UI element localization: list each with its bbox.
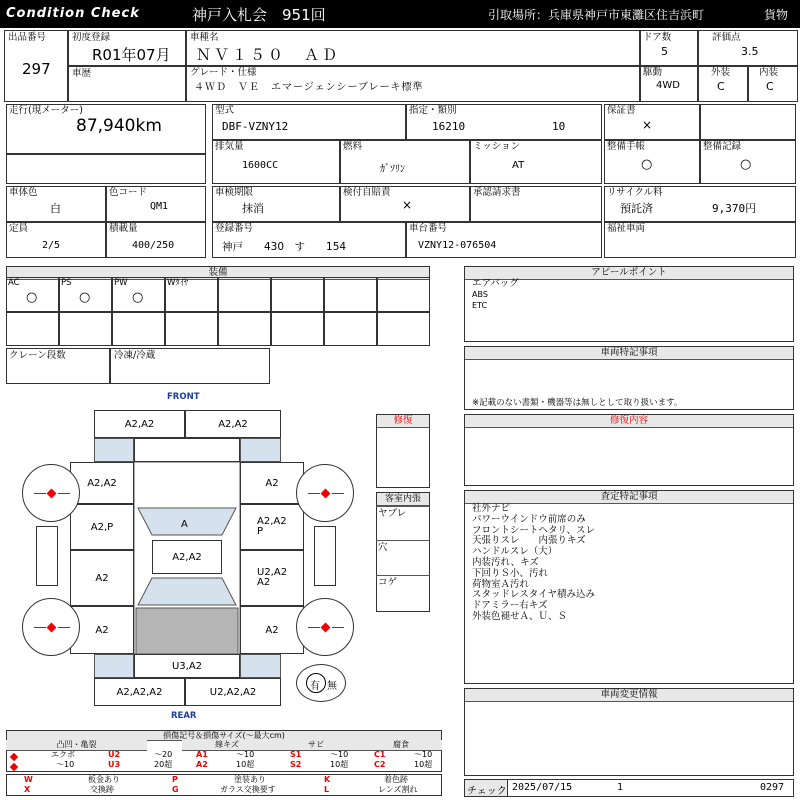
designation-value: 16210 <box>432 120 466 133</box>
liability-value: × <box>402 198 413 212</box>
front-bumper-left: A2,A2 <box>94 410 185 438</box>
service-record-value: ○ <box>740 157 752 172</box>
service-book-value: ○ <box>641 157 653 172</box>
legend-title: 損傷記号＆損傷サイズ(〜最大cm) <box>7 731 441 741</box>
crane-label: クレーン段数 <box>9 350 66 361</box>
appeal-line: ABS <box>472 289 488 299</box>
note-line: ドアミラー右キズ <box>472 600 548 612</box>
mission-value: AT <box>512 160 525 171</box>
right-rear-door: U2,A2 A2 <box>240 550 304 606</box>
legend-size: 10超 <box>414 760 433 769</box>
repair-content-title: 修復内容 <box>465 415 793 428</box>
front-bumper-right: A2,A2 <box>185 410 281 438</box>
code-text: 交換跡 <box>90 785 114 794</box>
legend-code: A2 <box>196 760 208 769</box>
smoking-yes: 有 <box>310 681 320 692</box>
left-quarter: A2 <box>70 606 134 654</box>
welfare-label: 福祉車両 <box>607 223 646 234</box>
right-fender: A2 <box>240 462 304 504</box>
equip-ps-label: PS <box>61 278 72 288</box>
left-mirror <box>36 526 58 586</box>
check-count: 1 <box>617 782 624 793</box>
cabin-item: 穴 <box>378 542 388 553</box>
legend-group: 腐食 <box>360 740 442 751</box>
first-reg-value: R01年07月 <box>92 46 171 64</box>
recycle-amount: 9,370円 <box>712 202 757 215</box>
right-quarter: A2 <box>240 606 304 654</box>
car-name-label: 車種名 <box>190 32 219 43</box>
legend-size: 〜20 <box>154 750 173 759</box>
note-line: パワーウインドウ前席のみ <box>472 513 586 525</box>
code-letter: L <box>324 785 330 794</box>
code-text: 板金あり <box>88 775 120 784</box>
pickup-location: 引取場所：兵庫県神戸市東灘区住吉浜町 <box>488 8 705 22</box>
special-notes-title: 車両特記事項 <box>465 347 793 360</box>
grade-value: ４ＷＤ ＶＥ エマージェンシーブレーキ標準 <box>194 82 424 93</box>
chassis-label: 車台番号 <box>409 223 448 234</box>
tailgate: U3,A2 <box>134 654 240 678</box>
score-label: 評価点 <box>712 32 741 43</box>
note-line: フロントシートヘタリ、スレ <box>472 524 596 536</box>
brand-title: Condition Check <box>6 6 140 21</box>
auction-title: 神戸入札会 951回 <box>192 6 326 24</box>
first-reg-label: 初度登録 <box>72 32 111 43</box>
equip-pw-label: PW <box>114 278 128 288</box>
left-headlight <box>94 438 134 462</box>
repair-box-title: 修復 <box>377 415 429 428</box>
appeal-title: アピールポイント <box>465 267 793 280</box>
lot-number: 297 <box>22 60 51 78</box>
windshield-mark: A <box>181 519 188 530</box>
code-letter: X <box>24 785 31 794</box>
legend-code: S1 <box>290 750 302 759</box>
lot-label: 出品番号 <box>8 32 47 43</box>
note-line: 下回りＳ小、汚れ <box>472 567 549 579</box>
hood <box>134 438 240 462</box>
legend-code: U2 <box>108 750 121 759</box>
drive-value: 4WD <box>656 80 680 91</box>
drive-label: 駆動 <box>643 67 663 78</box>
cabin-title: 客室内張 <box>377 493 429 506</box>
rear-bumper-left: A2,A2,A2 <box>94 678 185 706</box>
special-footnote: ※記載のない書類・機器等は無しとして取り扱います。 <box>472 398 683 408</box>
appeal-line: エアバッグ <box>472 278 519 289</box>
score-value: 3.5 <box>741 45 759 58</box>
color-code-label: 色コード <box>109 187 148 198</box>
inspection-value: 抹消 <box>242 202 264 215</box>
chassis-value: VZNY12-076504 <box>418 240 497 251</box>
legend-size: 〜10 <box>330 750 349 759</box>
right-front-door: A2,A2 P <box>240 504 304 550</box>
roof: A2,A2 <box>152 540 222 574</box>
front-label: FRONT <box>167 392 200 402</box>
inspection-notes-title: 査定特記事項 <box>465 491 793 504</box>
fuel-value: ｶﾞｿﾘﾝ <box>380 164 405 175</box>
exterior-grade: C <box>717 80 725 93</box>
warranty-value: × <box>642 118 653 132</box>
vehicle-category: 貨物 <box>764 8 789 22</box>
car-name: ＮＶ１５０ ＡＤ <box>196 46 341 64</box>
wheel-rear-left-icon <box>22 598 80 656</box>
capacity-value: 2/5 <box>42 240 61 251</box>
cargo-area <box>136 608 238 654</box>
color-code-value: QM1 <box>150 201 169 212</box>
legend-code: C2 <box>374 760 386 769</box>
note-line: ハンドルスレ（大） <box>472 546 558 558</box>
left-rear-door: A2 <box>70 550 134 606</box>
doors-value: 5 <box>661 45 668 58</box>
doors-label: ドア数 <box>643 32 672 43</box>
legend-size: 〜10 <box>236 750 255 759</box>
freezer-label: 冷凍/冷蔵 <box>114 350 156 361</box>
wheel-front-left-icon <box>22 464 80 522</box>
change-info-title: 車両変更情報 <box>465 689 793 702</box>
legend-code: C1 <box>374 750 386 759</box>
displacement-value: 1600CC <box>242 160 279 171</box>
interior-grade: C <box>766 80 774 93</box>
legend-code: S2 <box>290 760 302 769</box>
recycle-status: 預託済 <box>620 202 653 215</box>
legend-group: 凸凹・亀裂 <box>6 740 147 751</box>
load-label: 積載量 <box>109 223 138 234</box>
equipment-title: 装備 <box>7 267 429 280</box>
plate-label: 登録番号 <box>215 223 254 234</box>
model-code: DBF-VZNY12 <box>222 120 289 133</box>
exterior-label: 外装 <box>711 67 731 78</box>
rear-label: REAR <box>171 711 197 721</box>
wheel-front-right-icon <box>296 464 354 522</box>
check-label: チェック <box>467 786 507 797</box>
class-value: 10 <box>552 120 566 133</box>
legend-code: U3 <box>108 760 121 769</box>
right-taillight <box>240 654 281 678</box>
equip-ac-label: AC <box>8 278 20 288</box>
code-letter: K <box>324 775 331 784</box>
body-color-value: 白 <box>50 202 61 215</box>
left-fender: A2,A2 <box>70 462 134 504</box>
designation-label: 指定・類別 <box>409 105 457 116</box>
legend-label: 〜10 <box>56 760 75 769</box>
note-line: 内装汚れ、キズ <box>472 556 539 568</box>
code-letter: W <box>24 775 33 784</box>
warranty-label: 保証書 <box>607 105 636 116</box>
left-front-door: A2,P <box>70 504 134 550</box>
header-bar <box>0 0 800 28</box>
grade-label: グレード・仕様 <box>190 67 257 78</box>
mileage-label: 走行(現メーター) <box>9 105 83 116</box>
rear-bumper-right: U2,A2,A2 <box>185 678 281 706</box>
rear-window <box>138 578 236 605</box>
recycle-label: リサイクル料 <box>607 187 663 198</box>
check-number: 0297 <box>760 782 785 793</box>
legend-label: エクボ <box>51 750 75 759</box>
code-letter: P <box>172 775 178 784</box>
code-text: 塗装あり <box>234 775 266 784</box>
note-line: 荷物室Ａ汚れ <box>472 578 530 590</box>
inspection-notes-list <box>472 504 595 623</box>
liability-label: 検付自賠責 <box>343 187 391 198</box>
appeal-line: ETC <box>472 300 488 310</box>
legend-group: 線キズ <box>182 740 272 751</box>
claim-label: 承認請求書 <box>473 187 521 198</box>
service-record-label: 整備記録 <box>703 141 742 152</box>
legend-size: 20超 <box>154 760 173 769</box>
check-date: 2025/07/15 <box>512 782 573 793</box>
cabin-item: ヤブレ <box>378 508 407 519</box>
note-line: 天張りスレ 内張りキズ <box>472 535 586 547</box>
wheel-rear-right-icon <box>296 598 354 656</box>
legend-size: 〜10 <box>414 750 433 759</box>
legend-size: 10超 <box>236 760 255 769</box>
note-line: 社外ナビ <box>472 503 511 514</box>
note-line: 外装色褪せＡ、Ｕ、Ｓ <box>472 610 568 622</box>
mileage-value: 87,940km <box>76 116 162 136</box>
model-label: 型式 <box>215 105 235 116</box>
code-text: ガラス交換要す <box>220 785 276 794</box>
legend-code: A1 <box>196 750 208 759</box>
legend-size: 10超 <box>330 760 349 769</box>
legend-group: サビ <box>272 740 360 751</box>
history-label: 車歴 <box>72 68 92 79</box>
equip-ac-mark: ○ <box>26 290 38 305</box>
capacity-label: 定員 <box>9 223 29 234</box>
service-book-label: 整備手帳 <box>607 141 646 152</box>
right-headlight <box>240 438 281 462</box>
interior-label: 内装 <box>759 67 779 78</box>
body-color-label: 車体色 <box>9 187 38 198</box>
equip-pw-mark: ○ <box>132 290 144 305</box>
cabin-item: コゲ <box>378 577 398 588</box>
code-text: レンズ割れ <box>378 785 418 794</box>
load-value: 400/250 <box>132 240 175 251</box>
plate-value: 神戸 430 す 154 <box>222 241 347 253</box>
left-taillight <box>94 654 134 678</box>
code-text: 着色跡 <box>384 775 408 784</box>
inspection-label: 車検期限 <box>215 187 254 198</box>
equip-wtire-label: Wﾀｲﾔ <box>167 278 189 288</box>
code-letter: G <box>172 785 179 794</box>
note-line: スタッドレスタイヤ積み込み <box>472 589 596 601</box>
right-mirror <box>314 526 336 586</box>
smoking-no: 無 <box>327 681 337 692</box>
fuel-label: 燃料 <box>343 141 363 152</box>
mission-label: ミッション <box>473 141 521 152</box>
displacement-label: 排気量 <box>215 141 244 152</box>
equip-ps-mark: ○ <box>79 290 91 305</box>
